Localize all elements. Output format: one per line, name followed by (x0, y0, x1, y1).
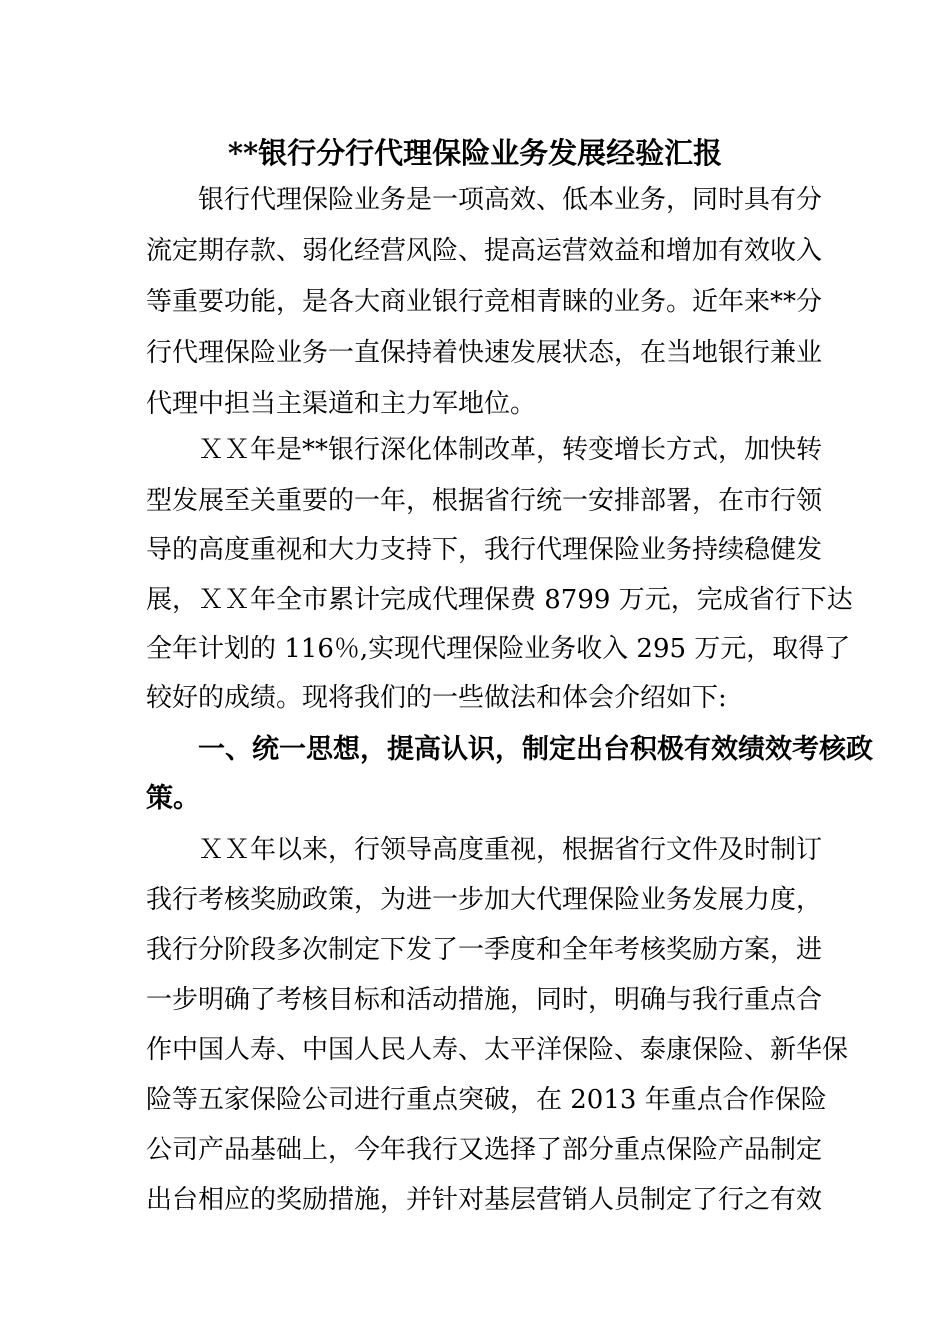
paragraph-1-line-5: 代理中担当主渠道和主力军地位。 (146, 389, 537, 419)
paragraph-3-line-7: 公司产品基础上，今年我行又选择了部分重点保险产品制定 (146, 1135, 823, 1165)
section-heading-1-line-1: 一、统一思想，提高认识，制定出台积极有效绩效考核政 (198, 734, 873, 765)
paragraph-2-line-4: 展，ＸＸ年全市累计完成代理保费 8799 万元，完成省行下达 (146, 585, 853, 615)
paragraph-2-line-6: 较好的成绩。现将我们的一些做法和体会介绍如下: (146, 683, 727, 713)
paragraph-3-line-3: 我行分阶段多次制定下发了一季度和全年考核奖励方案，进 (146, 935, 823, 965)
paragraph-1-line-4: 行代理保险业务一直保持着快速发展状态，在当地银行兼业 (146, 338, 823, 368)
paragraph-2-line-1: ＸＸ年是**银行深化体制改革，转变增长方式，加快转 (198, 435, 823, 465)
paragraph-1-line-3: 等重要功能，是各大商业银行竞相青睐的业务。近年来**分 (146, 287, 823, 317)
section-heading-1-line-2: 策。 (146, 783, 200, 814)
paragraph-1-line-2: 流定期存款、弱化经营风险、提高运营效益和增加有效收入 (146, 236, 823, 266)
paragraph-2-line-3: 导的高度重视和大力支持下，我行代理保险业务持续稳健发 (146, 535, 823, 565)
paragraph-3-line-5: 作中国人寿、中国人民人寿、太平洋保险、泰康保险、新华保 (146, 1035, 849, 1065)
paragraph-3-line-6: 险等五家保险公司进行重点突破，在 2013 年重点合作保险 (146, 1085, 827, 1115)
paragraph-3-line-1: ＸＸ年以来，行领导高度重视，根据省行文件及时制订 (198, 835, 823, 865)
paragraph-3-line-8: 出台相应的奖励措施，并针对基层营销人员制定了行之有效 (146, 1185, 823, 1215)
paragraph-3-line-2: 我行考核奖励政策，为进一步加大代理保险业务发展力度， (146, 885, 823, 915)
paragraph-1-line-1: 银行代理保险业务是一项高效、低本业务，同时具有分 (198, 185, 823, 215)
document-title: **银行分行代理保险业务发展经验汇报 (227, 136, 723, 170)
paragraph-3-line-4: 一步明确了考核目标和活动措施，同时，明确与我行重点合 (146, 985, 823, 1015)
paragraph-2-line-2: 型发展至关重要的一年，根据省行统一安排部署，在市行领 (146, 486, 823, 516)
paragraph-2-line-5: 全年计划的 116％,实现代理保险业务收入 295 万元，取得了 (146, 634, 851, 664)
